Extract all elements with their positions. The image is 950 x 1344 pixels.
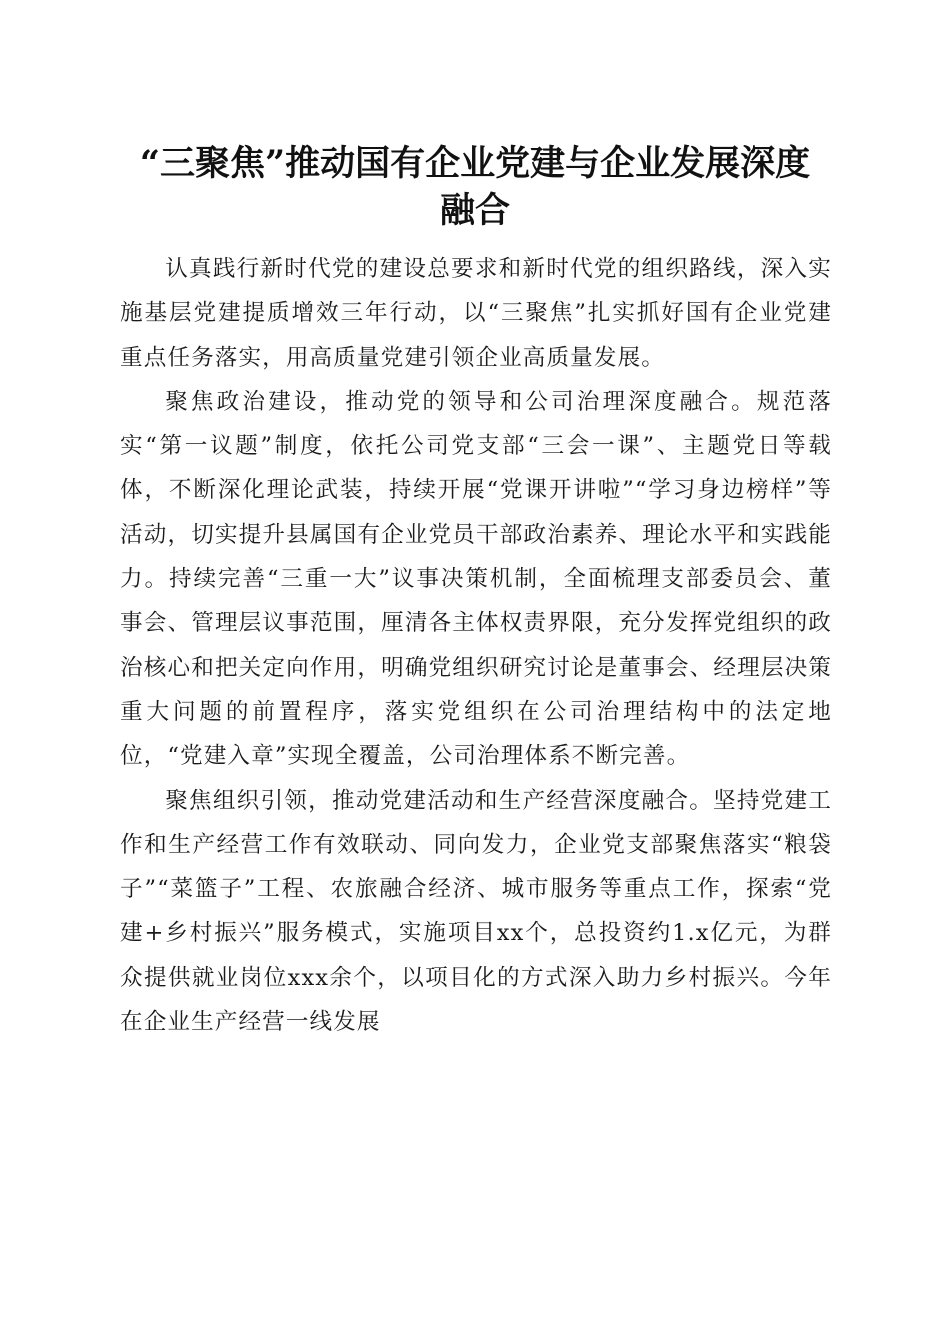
document-title-line-2: 融合 — [439, 190, 510, 231]
paragraph-organizational-leadership: 聚焦组织引领，推动党建活动和生产经营深度融合。坚持党建工作和生产经营工作有效联动、同向发力，企业党支部聚焦落实“粮袋子”“菜篮子”工程、农旅融合经济、城市服务等重点工作，探索“党建+乡村振兴”服务模式，实施项目xx个，总投资约1.x亿元，为群众提供就业岗位xxx余个，以项目化的方式深入助力乡村振兴。今年在企业生产经营一线发展 — [120, 787, 832, 1036]
document-title-line-1: “三聚焦”推动国有企业党建与企业发展深度 — [139, 143, 811, 184]
paragraph-political-building: 聚焦政治建设，推动党的领导和公司治理深度融合。规范落实“第一议题”制度，依托公司党支部“三会一课”、主题党日等载体，不断深化理论武装，持续开展“党课开讲啦”“学习身边榜样”等活动，切实提升县属国有企业党员干部政治素养、理论水平和实践能力。持续完善“三重一大”议事决策机制，全面梳理支部委员会、董事会、管理层议事范围，厘清各主体权责界限，充分发挥党组织的政治核心和把关定向作用，明确党组织研究讨论是董事会、经理层决策重大问题的前置程序，落实党组织在公司治理结构中的法定地位，“党建入章”实现全覆盖，公司治理体系不断完善。 — [120, 388, 832, 770]
document-body — [120, 247, 832, 1044]
paragraph-intro: 认真践行新时代党的建设总要求和新时代党的组织路线，深入实施基层党建提质增效三年行动，以“三聚焦”扎实抓好国有企业党建重点任务落实，用高质量党建引领企业高质量发展。 — [120, 256, 832, 371]
